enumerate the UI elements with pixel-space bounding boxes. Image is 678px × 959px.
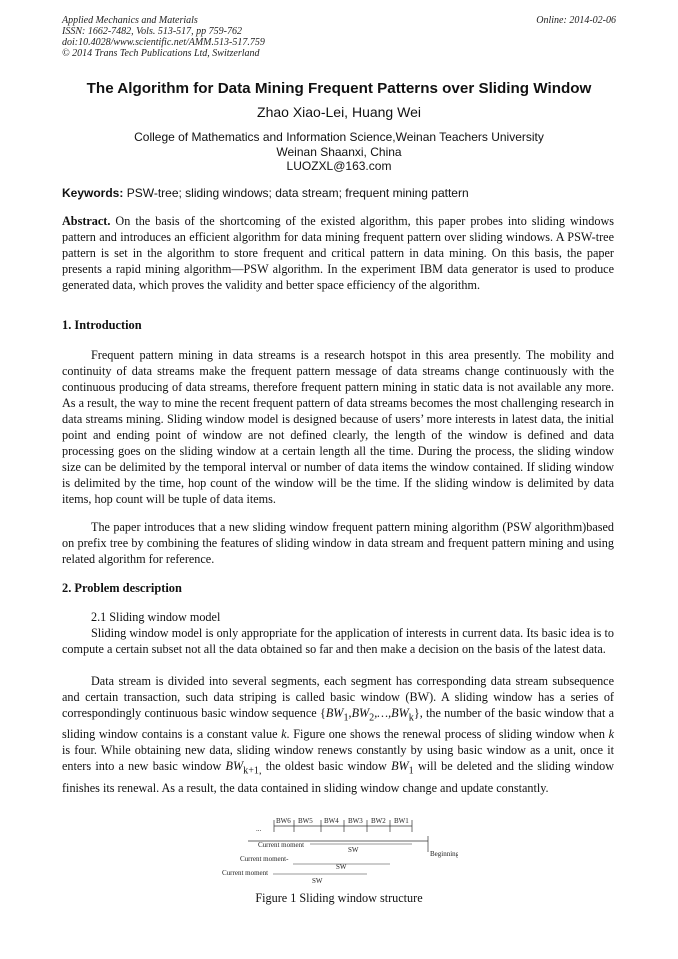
math-bw: BW — [325, 706, 344, 720]
section-1-heading: 1. Introduction — [62, 318, 142, 332]
math-bw: BW — [391, 759, 409, 774]
doi-line: doi:10.4028/www.scientific.net/AMM.513-517.759 — [62, 37, 265, 48]
bw-label: BW6 — [276, 817, 291, 825]
copyright-line: © 2014 Trans Tech Publications Ltd, Switzerland — [62, 48, 260, 59]
text-run: Data stream is divided into several segments, each segment has corresponding data stream subsequence and certain transaction, such data striping is called basic window (BW). A sliding window has a series of correspondingly continuous basic window sequence { — [62, 674, 614, 720]
keywords — [62, 186, 614, 200]
math-k: k — [281, 727, 287, 742]
figure-ellipsis: ... — [256, 825, 262, 833]
figure-caption: Figure 1 Sliding window structure — [255, 891, 423, 905]
bw-label: BW3 — [348, 817, 363, 825]
current-moment-label: Current moment — [222, 869, 269, 877]
section-2-paragraph-1: Sliding window model is only appropriate for the application of interests in current data. Its basic idea is to compute a certain subset not all the data obtained so far and then make a decision on the basis of the latest data. — [62, 626, 614, 656]
abstract-text: On the basis of the shortcoming of the existed algorithm, this paper probes into sliding windows pattern and introduces an efficient algorithm for data mining frequent pattern over sliding windows. A PSW-tree pattern is set in the algorithm to store frequent and critical pattern in data mining. On this basis, the paper presents a rapid mining algorithm—PSW algorithm. In the experiment IBM data generator is used to produce generated data, which proves the validity and better space efficiency of the algorithm. — [62, 214, 615, 292]
math-bw: BW — [225, 759, 244, 774]
keywords-label: Keywords: — [62, 186, 124, 200]
text-run: will be deleted and the sliding window finishes its renewal. As a result, the data contained in sliding window change and update constantly. — [62, 759, 614, 795]
author-email: LUOZXL@163.com — [286, 159, 392, 173]
section-2-heading: 2. Problem description — [62, 581, 182, 595]
section-2-paragraph-2 — [62, 673, 614, 796]
section-1-paragraph-1: Frequent pattern mining in data streams is a research hotspot in this area presently. The mobility and continuity of data streams make the frequent pattern message of data streams change continuously with the continuous producing of data streams, therefore frequent pattern mining in static data is not available any more. As a result, the way to mine the recent frequent pattern of data streams becomes the most challenging research in data streams mining. Sliding window model is designed because of users’ more interests in latest data, the initial point and ending point of window are not defined clearly, the length of the window is defined and data processing goes on the sliding window at a certain length all the time. During the process, the sliding window size can be delimited by the temporal interval or number of data items the window contained. If sliding window is delimited by the time, hop count of the window will be the time. If the sliding window is delimited by data items, hop count will be tuple of data items. — [62, 348, 614, 506]
paper-authors: Zhao Xiao-Lei, Huang Wei — [257, 104, 421, 120]
text-run: }, the number of the basic window that a sliding window contains is a constant value — [62, 706, 614, 742]
sw-label-2: SW — [336, 863, 347, 871]
math-sub: 2 — [369, 712, 375, 724]
math-sub: k+1, — [243, 765, 262, 777]
issn-line: ISSN: 1662-7482, Vols. 513-517, pp 759-762 — [62, 26, 242, 37]
math-bw: ,BW — [348, 706, 370, 720]
sw-label-3: SW — [312, 877, 323, 885]
subsection-2-1-heading: 2.1 Sliding window model — [91, 610, 221, 624]
abstract-label: Abstract. — [62, 214, 111, 228]
current-moment-label: Current moment — [258, 841, 305, 849]
paper-title: The Algorithm for Data Mining Frequent Patterns over Sliding Window — [86, 80, 592, 97]
bw-label: BW5 — [298, 817, 313, 825]
keywords-text: PSW-tree; sliding windows; data stream; frequent mining pattern — [126, 186, 469, 200]
bw-label: BW1 — [394, 817, 409, 825]
journal-name: Applied Mechanics and Materials — [62, 15, 198, 26]
text-run: . Figure one shows the renewal process of sliding window when — [286, 727, 609, 742]
online-date: Online: 2014-02-06 — [536, 15, 616, 26]
math-k: k — [608, 727, 614, 742]
math-sub: k — [408, 712, 414, 724]
abstract — [62, 213, 614, 293]
text-run: the oldest basic window — [261, 759, 392, 774]
sliding-window-figure — [218, 812, 458, 886]
math-sub: 1 — [343, 712, 349, 724]
affiliation-line-2: Weinan Shaanxi, China — [276, 144, 402, 159]
journal-header — [62, 15, 265, 59]
text-run: is four. While obtaining new data, sliding window renews constantly by using basic window as a unit, once it enters into a new basic window — [62, 743, 614, 774]
sw-label-1: SW — [348, 846, 359, 854]
sliding-window-diagram — [218, 812, 458, 886]
bw-label: BW4 — [324, 817, 339, 825]
section-1-paragraph-2: The paper introduces that a new sliding window frequent pattern mining algorithm (PSW algorithm)based on prefix tree by combining the features of sliding window in data stream and frequent pattern mining and using related algorithm for reference. — [62, 520, 614, 566]
affiliation-line-1: College of Mathematics and Information Science,Weinan Teachers University — [134, 130, 544, 144]
affiliation — [0, 130, 678, 174]
bw-label: BW2 — [371, 817, 386, 825]
math-bw: ,…,BW — [374, 706, 409, 720]
beginning-label: Beginning — [430, 850, 458, 858]
current-moment-label: Current moment- — [240, 855, 289, 863]
math-sub: 1 — [408, 765, 414, 777]
